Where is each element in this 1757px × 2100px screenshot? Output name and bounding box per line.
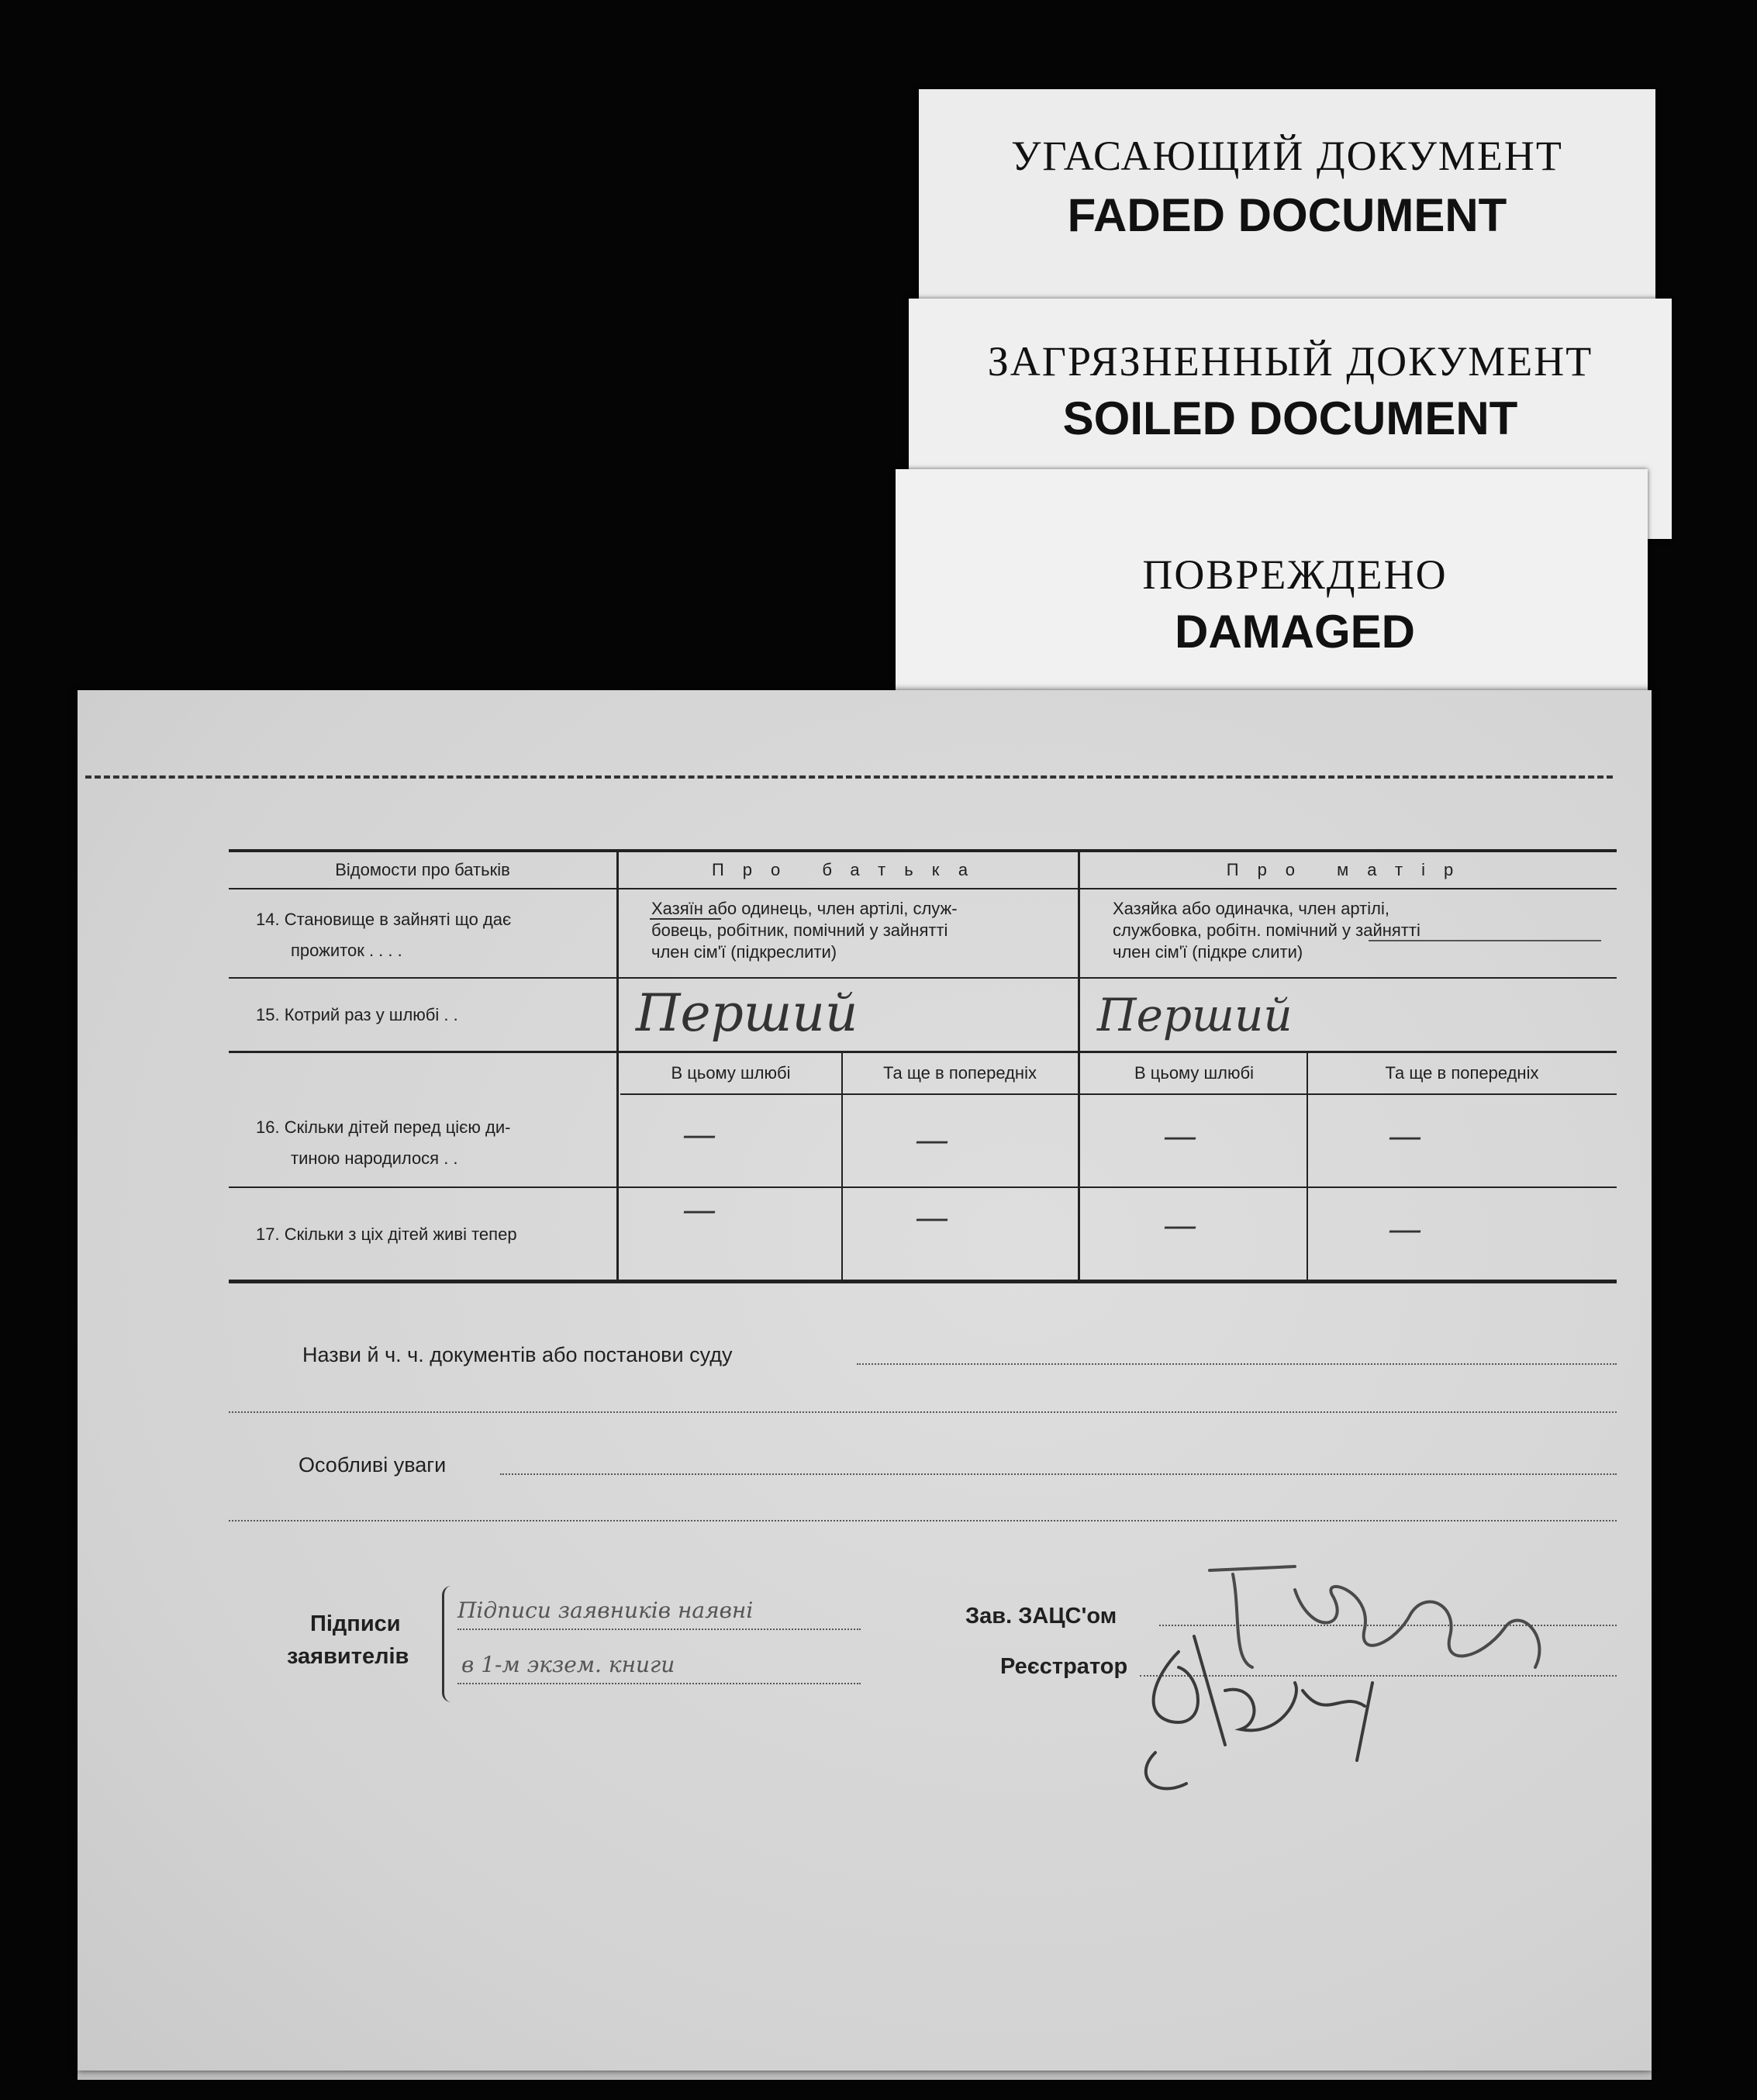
table-rule (229, 1051, 1617, 1053)
applicants-line-1 (457, 1629, 861, 1630)
mother-previous-header: Та ще в попередніх (1385, 1063, 1539, 1083)
row14-label-line2: прожиток . . . . (291, 941, 402, 960)
table-vline (616, 849, 619, 1283)
mother-this-marriage-header: В цьому шлюбі (1134, 1063, 1255, 1083)
underline-mother (1369, 940, 1601, 941)
father-this-marriage-header: В цьому шлюбі (671, 1063, 791, 1083)
table-bottom-rule (229, 1280, 1617, 1283)
registry-form-sheet (78, 690, 1652, 2071)
remarks-label: Особливі уваги (299, 1453, 447, 1477)
row15-label: 15. Котрий раз у шлюбі . . (256, 1005, 458, 1024)
row15-father-value: Перший (636, 983, 858, 1043)
row16-value-4: — (1388, 1117, 1422, 1156)
soiled-label-en: SOILED DOCUMENT (1062, 392, 1518, 444)
table-vline (841, 1053, 843, 1283)
applicants-signatures-label-2: заявителів (287, 1644, 409, 1669)
underline-khazyain (650, 918, 721, 920)
row14-father-line2: бовець, робітник, помічний у зайнятті (651, 920, 948, 940)
row14-father-line1: Хазяїн або одинець, член артілі, служ- (651, 899, 958, 918)
row15-mother-value: Перший (1097, 989, 1293, 1041)
damaged-document-label (896, 469, 1648, 725)
documents-label: Назви й ч. ч. документів або постанови суду (302, 1343, 733, 1366)
applicants-note-line1: Підписи заявників наявні (457, 1597, 754, 1623)
row17-value-1: — (682, 1190, 716, 1230)
row16-label-line2: тиною народилося . . (291, 1148, 458, 1168)
row16-value-1: — (682, 1115, 716, 1155)
documents-line (857, 1363, 1617, 1365)
damaged-label-en: DAMAGED (1175, 606, 1415, 658)
row17-value-2: — (915, 1198, 949, 1238)
soiled-label-ru: ЗАГРЯЗНЕННЫЙ ДОКУМЕНТ (987, 338, 1593, 385)
father-previous-header: Та ще в попередніх (883, 1063, 1037, 1083)
row17-value-3: — (1163, 1206, 1197, 1245)
table-rule (229, 977, 1617, 979)
table-vline (1307, 1053, 1308, 1283)
table-rule (229, 1186, 1617, 1188)
damaged-label-ru: ПОВРЕЖДЕНО (1142, 551, 1448, 598)
row16-value-3: — (1163, 1117, 1197, 1156)
header-mother: Про матір (1226, 860, 1472, 879)
applicants-brace (442, 1586, 455, 1702)
applicants-note-line2: в 1-м экзем. книги (461, 1652, 675, 1677)
table-top-rule (229, 849, 1617, 852)
head-zags-label: Зав. ЗАЦС'ом (965, 1604, 1117, 1629)
faded-document-label (919, 89, 1655, 322)
header-father: Про батька (711, 860, 987, 879)
row14-mother-line3: член сім'ї (підкре слити) (1113, 942, 1303, 962)
applicants-signatures-label-1: Підписи (310, 1611, 401, 1636)
row17-value-4: — (1388, 1210, 1422, 1249)
registrar-signature-scribble (1109, 1605, 1434, 1807)
faded-label-ru: УГАСАЮЩИЙ ДОКУМЕНТ (1011, 133, 1563, 179)
row14-label-line1: 14. Становище в зайняті що дає (256, 910, 512, 929)
row14-father-line3: член сім'ї (підкреслити) (651, 942, 837, 962)
table-rule (229, 888, 1617, 889)
perforation-line (85, 775, 1613, 779)
registrar-label: Реєстратор (1000, 1654, 1128, 1679)
documents-line-2 (229, 1411, 1617, 1413)
header-parents-info: Відомости про батьків (335, 860, 510, 879)
applicants-line-2 (457, 1683, 861, 1684)
row17-label: 17. Скільки з ціх дітей живі тепер (256, 1224, 517, 1244)
faded-label-en: FADED DOCUMENT (1067, 189, 1507, 241)
table-vline (1078, 849, 1080, 1283)
remarks-line (500, 1473, 1617, 1475)
table-rule (620, 1093, 1617, 1095)
remarks-line-2 (229, 1520, 1617, 1521)
row16-value-2: — (915, 1121, 949, 1160)
row16-label-line1: 16. Скільки дітей перед цією ди- (256, 1117, 511, 1137)
row14-mother-line2: службовка, робітн. помічний у зайнятті (1113, 920, 1420, 940)
row14-mother-line1: Хазяйка або одиначка, член артілі, (1113, 899, 1389, 918)
